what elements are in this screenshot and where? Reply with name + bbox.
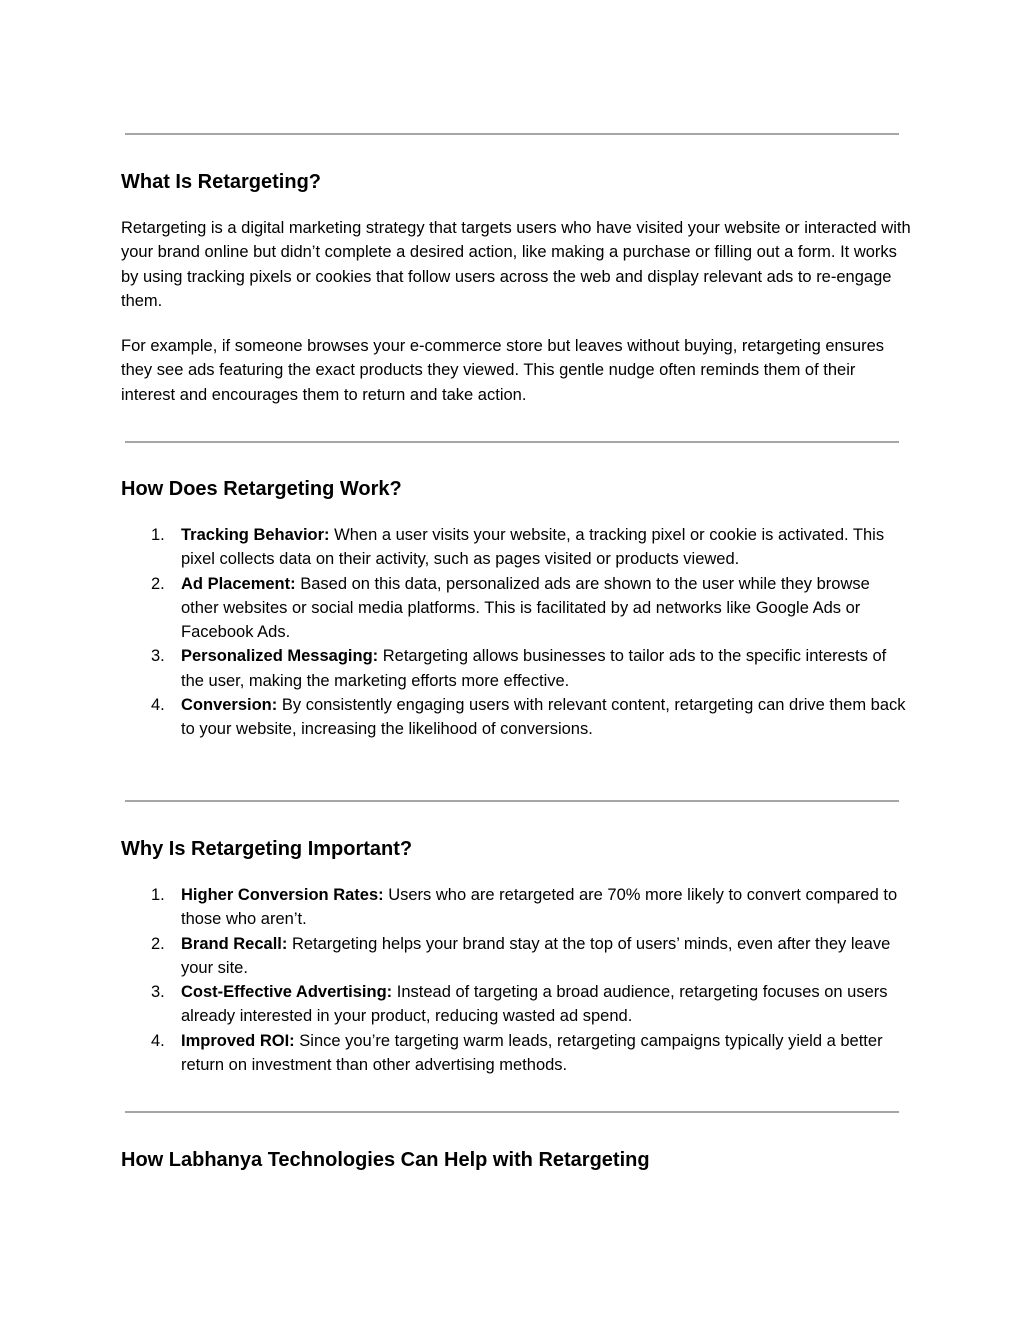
list-item-term: Improved ROI:: [181, 1031, 295, 1050]
list-item: [121, 693, 911, 742]
list-item: [121, 1029, 911, 1078]
list-item-term: Tracking Behavior:: [181, 526, 330, 544]
list-number: 3.: [151, 647, 165, 666]
section-heading-how-labhanya-can-help: How Labhanya Technologies Can Help with Retargeting: [121, 1149, 650, 1171]
list-item: [121, 523, 911, 572]
list-item-term: Personalized Messaging:: [181, 647, 379, 666]
list-item-text: Retargeting helps your brand stay at the top of users’ minds, even after they leave your site.: [181, 934, 891, 977]
list-number: 3.: [151, 983, 165, 1002]
list-number: 1.: [151, 526, 165, 544]
horizontal-rule: [125, 800, 899, 802]
list-item-term: Higher Conversion Rates:: [181, 886, 384, 904]
list-number: 4.: [151, 696, 165, 715]
list-item: [121, 644, 911, 693]
horizontal-rule: [125, 441, 899, 443]
list-item-text: Users who are retargeted are 70% more likely to convert compared to those who aren’t.: [181, 886, 898, 929]
list-item-term: Conversion:: [181, 696, 278, 715]
list-number: 2.: [151, 934, 165, 953]
list-number: 4.: [151, 1031, 165, 1050]
list-number: 2.: [151, 574, 165, 593]
list-item: [121, 883, 911, 932]
list-item-text: When a user visits your website, a tracking pixel or cookie is activated. This pixel collects data on their activity, such as pages visited or products viewed.: [181, 526, 885, 569]
horizontal-rule: [125, 1111, 899, 1113]
list-item-text: Since you’re targeting warm leads, retargeting campaigns typically yield a better return on investment than other advertising methods.: [181, 1031, 883, 1075]
numbered-list-why-important: [121, 883, 911, 1077]
numbered-list-how-it-works: [121, 523, 911, 742]
list-item: [121, 980, 911, 1029]
list-item: [121, 572, 911, 645]
paragraph: Retargeting is a digital marketing strategy that targets users who have visited your website or interacted with your brand online but didn’t complete a desired action, like making a purchase or filling out a form. It works by using tracking pixels or cookies that follow users across the web and display relevant ads to re-engage them.: [121, 219, 911, 310]
list-item-text: Based on this data, personalized ads are shown to the user while they browse other websites or social media platforms. This is facilitated by ad networks like Google Ads or Facebook Ads.: [181, 574, 870, 642]
list-item-text: By consistently engaging users with relevant content, retargeting can drive them back to your website, increasing the likelihood of conversions.: [181, 696, 906, 739]
list-item-term: Brand Recall:: [181, 934, 288, 953]
list-item-text: Retargeting allows businesses to tailor ads to the specific interests of the user, making the marketing efforts more effective.: [181, 647, 887, 690]
section-heading-why-is-retargeting-important: Why Is Retargeting Important?: [121, 838, 413, 860]
horizontal-rule: [125, 133, 899, 135]
list-item-text: Instead of targeting a broad audience, retargeting focuses on users already interested in your product, reducing wasted ad spend.: [181, 983, 888, 1026]
list-number: 1.: [151, 886, 165, 904]
section-heading-how-does-retargeting-work: How Does Retargeting Work?: [121, 478, 402, 500]
list-item-term: Cost-Effective Advertising:: [181, 983, 393, 1002]
list-item: [121, 932, 911, 981]
list-item-term: Ad Placement:: [181, 574, 296, 593]
paragraph: For example, if someone browses your e-commerce store but leaves without buying, retargeting ensures they see ads featuring the exact products they viewed. This gentle nudge often reminds them of their interest and encourages them to return and take action.: [121, 337, 885, 404]
section-heading-what-is-retargeting: What Is Retargeting?: [121, 171, 322, 193]
